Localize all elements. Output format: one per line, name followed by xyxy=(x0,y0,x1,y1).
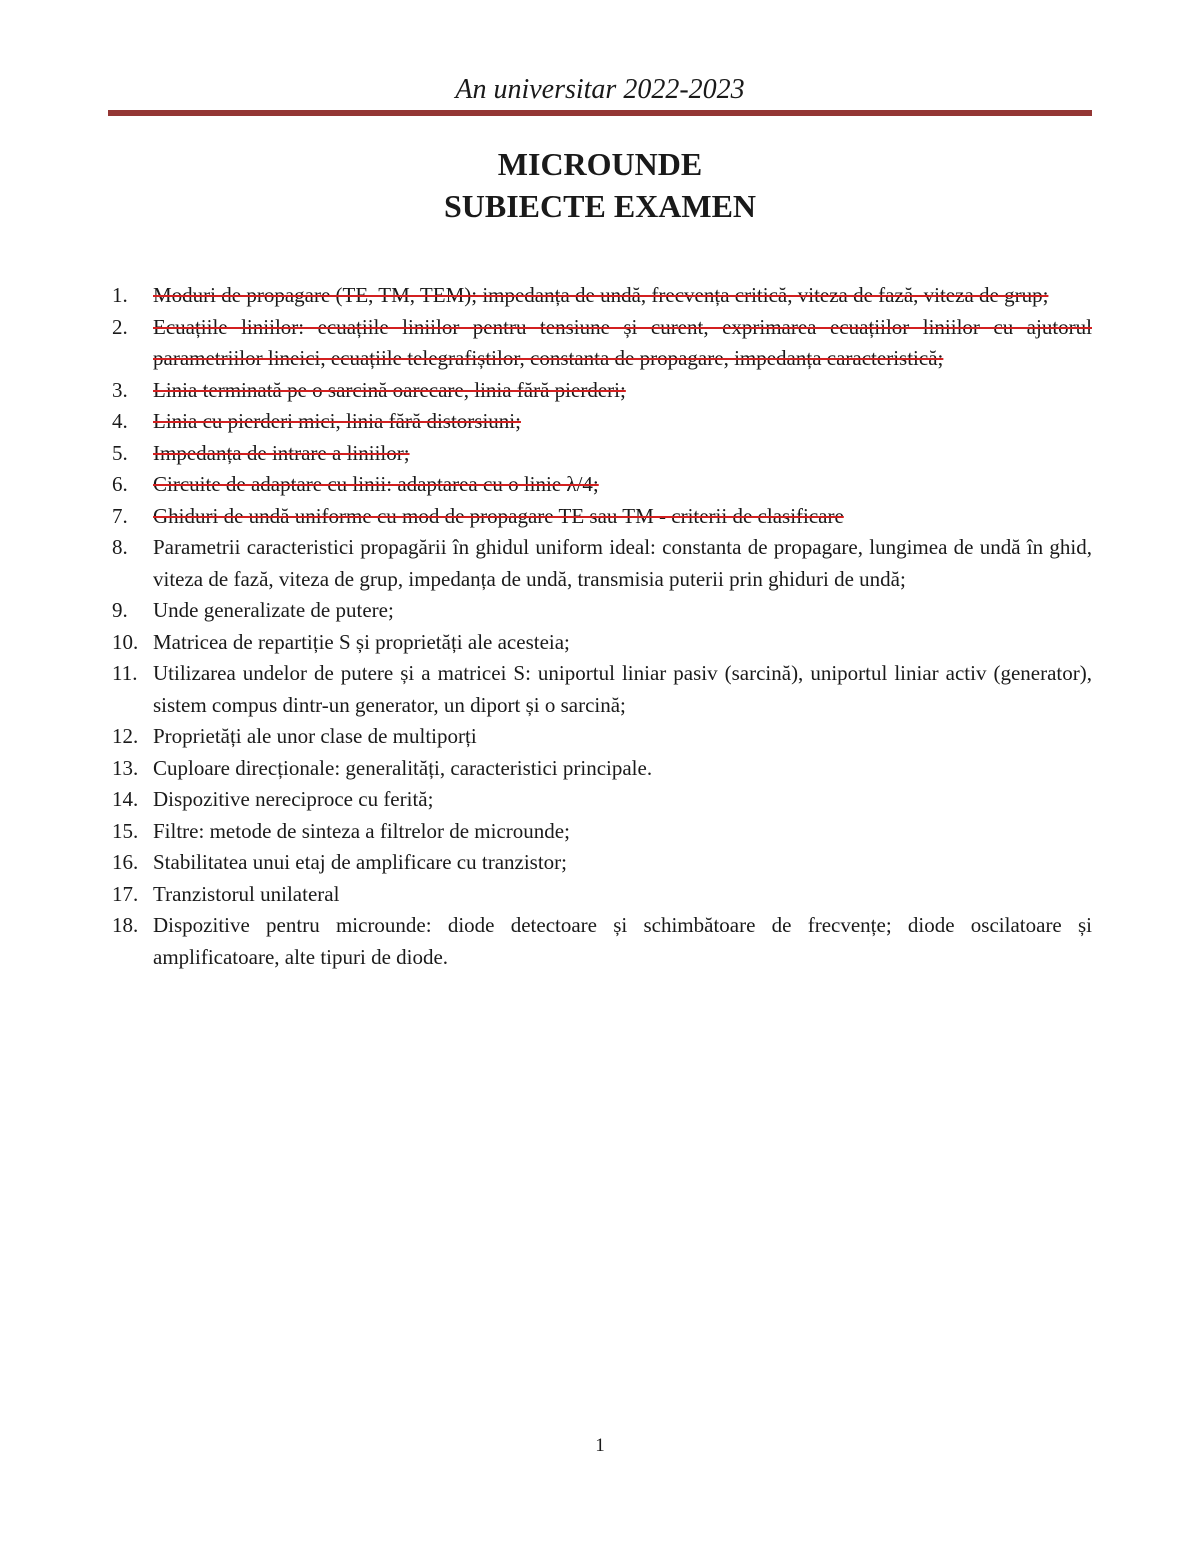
topic-text: Linia cu pierderi mici, linia fără distorsiuni; xyxy=(153,409,521,433)
topic-item xyxy=(108,501,1092,533)
topic-item xyxy=(108,532,1092,595)
topic-text: Impedanța de intrare a liniilor; xyxy=(153,440,410,465)
topic-text: Utilizarea undelor de putere și a matricei S: uniportul liniar pasiv (sarcină), uniportul liniar activ (generator), sistem compus dintr-un generator, un diport și o sarcină; xyxy=(153,661,1092,717)
academic-year-header: An universitar 2022-2023 xyxy=(455,74,745,105)
topic-text: Proprietăți ale unor clase de multiporți xyxy=(153,724,477,748)
topic-item xyxy=(108,280,1092,312)
topic-number: 13. xyxy=(112,755,139,780)
header-rule xyxy=(108,110,1092,116)
topic-number: 11. xyxy=(112,661,138,685)
topic-text: Stabilitatea unui etaj de amplificare cu tranzistor; xyxy=(153,850,568,874)
topic-item xyxy=(108,753,1092,785)
document-subtitle: SUBIECTE EXAMEN xyxy=(443,188,757,224)
topic-text: Ecuațiile liniilor: ecuațiile liniilor pentru tensiune și curent, exprimarea ecuațiilor liniilor cu ajutorul parametriilor lineici, ecuațiile telegrafiștilor, constanta de propagare, impedanța caracteristică; xyxy=(153,314,1092,370)
topic-text: Dispozitive nereciproce cu ferită; xyxy=(153,787,434,811)
topic-item xyxy=(108,438,1092,470)
topic-item xyxy=(108,627,1092,659)
topic-text: Filtre: metode de sinteza a filtrelor de microunde; xyxy=(153,818,570,843)
topic-text: Circuite de adaptare cu linii: adaptarea cu o linie λ/4; xyxy=(153,472,599,496)
topic-number: 10. xyxy=(112,629,139,654)
topic-number: 4. xyxy=(112,409,128,433)
topic-number: 5. xyxy=(112,440,128,465)
topic-number: 1. xyxy=(112,283,128,307)
topic-number: 2. xyxy=(112,314,128,339)
topic-text: Cuploare direcționale: generalități, caracteristici principale. xyxy=(153,755,653,780)
topic-item xyxy=(108,721,1092,753)
topic-item xyxy=(108,469,1092,501)
topic-item xyxy=(108,879,1092,911)
topic-text: Linia terminată pe o sarcină oarecare, linia fără pierderi; xyxy=(153,377,626,402)
topic-item xyxy=(108,910,1092,973)
topic-text: Ghiduri de undă uniforme cu mod de propagare TE sau TM - criterii de clasificare xyxy=(153,503,844,528)
topic-number: 17. xyxy=(112,881,139,906)
topic-text: Moduri de propagare (TE, TM, TEM); impedanța de undă, frecvența critică, viteza de fază, viteza de grup; xyxy=(153,283,1049,307)
topic-number: 14. xyxy=(112,787,139,811)
page-number: 1 xyxy=(595,1435,605,1456)
document-title: MICROUNDE xyxy=(497,146,703,182)
topic-text: Unde generalizate de putere; xyxy=(153,598,394,622)
topic-number: 6. xyxy=(112,472,128,496)
exam-topics-list xyxy=(108,280,1092,973)
topic-text: Tranzistorul unilateral xyxy=(153,881,340,906)
topic-item xyxy=(108,595,1092,627)
topic-number: 15. xyxy=(112,818,139,843)
topic-number: 8. xyxy=(112,535,128,559)
topic-item xyxy=(108,375,1092,407)
topic-item xyxy=(108,847,1092,879)
topic-text: Dispozitive pentru microunde: diode detectoare și schimbătoare de frecvențe; diode oscilatoare și amplificatoare, alte tipuri de diode. xyxy=(153,913,1092,969)
topic-item xyxy=(108,658,1092,721)
topic-text: Parametrii caracteristici propagării în ghidul uniform ideal: constanta de propagare, lungimea de undă în ghid, viteza de fază, viteza de grup, impedanța de undă, transmisia puterii prin ghiduri de undă; xyxy=(153,535,1092,591)
topic-text: Matricea de repartiție S și proprietăți ale acesteia; xyxy=(153,629,570,654)
topic-item xyxy=(108,816,1092,848)
topic-number: 18. xyxy=(112,913,139,937)
topic-number: 16. xyxy=(112,850,139,874)
topic-number: 12. xyxy=(112,724,139,748)
topic-number: 7. xyxy=(112,503,128,528)
topic-item xyxy=(108,406,1092,438)
topic-number: 3. xyxy=(112,377,128,402)
topic-item xyxy=(108,312,1092,375)
topic-item xyxy=(108,784,1092,816)
topic-number: 9. xyxy=(112,598,128,622)
